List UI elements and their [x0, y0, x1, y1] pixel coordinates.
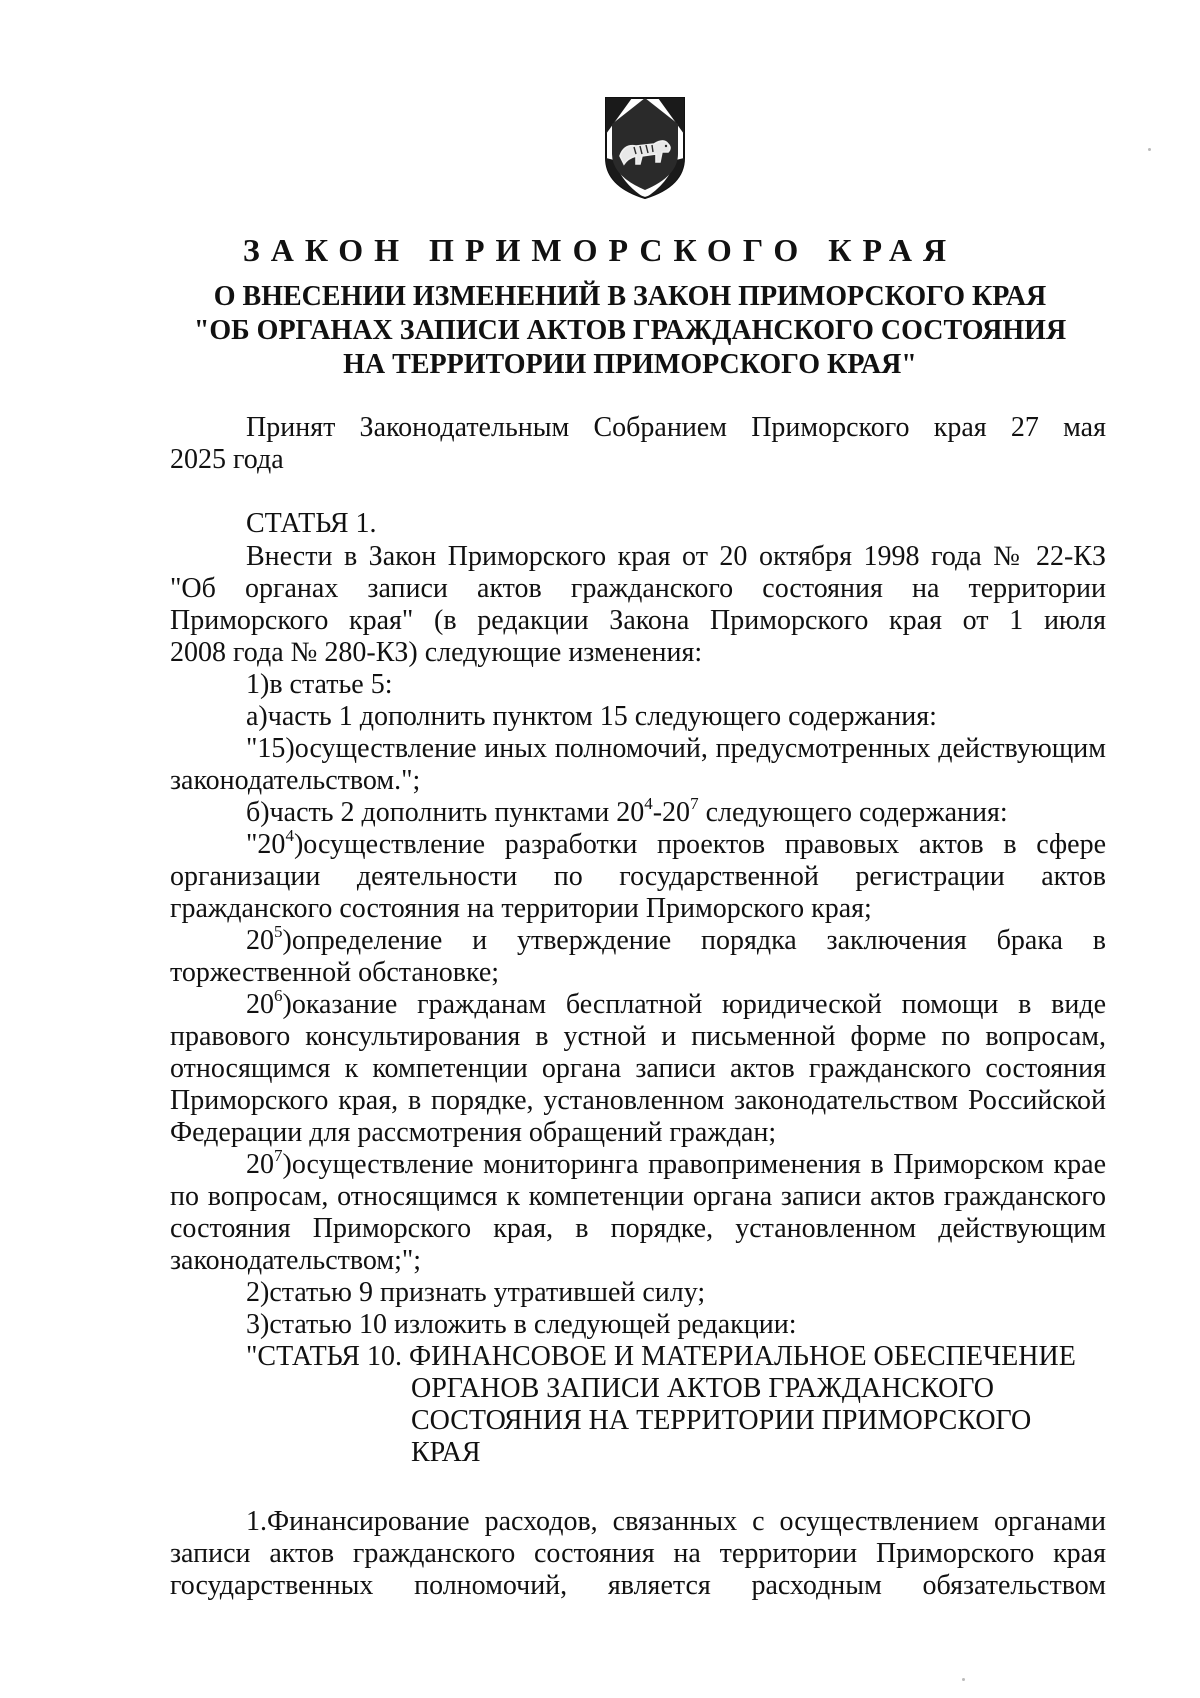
article-10-heading: [170, 1341, 1106, 1469]
subtitle-line: "ОБ ОРГАНАХ ЗАПИСИ АКТОВ ГРАЖДАНСКОГО СОСТОЯНИЯ: [193, 315, 1067, 346]
text-run: )осуществление разработки проектов правовых актов в сфере: [293, 829, 1106, 860]
point-number: 20: [246, 925, 274, 956]
article-10-paragraph-line: записи актов гражданского состояния на территории Приморского края: [170, 1538, 1106, 1569]
article-body: [170, 541, 1106, 1602]
point-20-6-line: относящимся к компетенции органа записи актов гражданского состояния: [170, 1053, 1106, 1084]
point-number: "20: [246, 829, 286, 860]
point-number: 20: [246, 1149, 274, 1180]
point-20-6-line: Федерации для рассмотрения обращений граждан;: [170, 1117, 777, 1148]
article-10-paragraph-line: государственных полномочий, является расходным обязательством: [170, 1570, 1106, 1601]
point-20-4-line: организации деятельности по государственной регистрации актов: [170, 861, 1106, 892]
text-run: б)часть 2 дополнить пунктами 20: [246, 797, 645, 828]
intro-line: "Об органах записи актов гражданского состояния на территории: [170, 573, 1106, 604]
adoption-line: 2025 года: [170, 444, 284, 475]
amendment-subitem: а)часть 1 дополнить пунктом 15 следующего содержания:: [246, 701, 937, 732]
point-number: 20: [246, 989, 274, 1020]
text-run: )определение и утверждение порядка заключения брака в: [282, 925, 1106, 956]
point-20-7-line: законодательством;";: [170, 1245, 422, 1276]
scan-speck: [962, 1678, 965, 1681]
subtitle-line: НА ТЕРРИТОРИИ ПРИМОРСКОГО КРАЯ": [343, 349, 917, 380]
amendment-subitem: [170, 793, 1106, 829]
text-run: -20: [652, 797, 691, 828]
point-15-line: "15)осуществление иных полномочий, предусмотренных действующим: [246, 733, 1106, 764]
superscript: 4: [644, 793, 653, 813]
superscript: 7: [274, 1145, 283, 1165]
article-10-paragraph-line: 1.Финансирование расходов, связанных с осуществлением органами: [246, 1506, 1106, 1537]
amendment-item: 2)статью 9 признать утратившей силу;: [246, 1277, 706, 1308]
law-title: ЗАКОН ПРИМОРСКОГО КРАЯ: [242, 232, 958, 268]
point-20-5-line: торжественной обстановке;: [170, 957, 500, 988]
point-20-4-line: гражданского состояния на территории Приморского края;: [170, 893, 872, 924]
superscript: 4: [285, 825, 294, 845]
superscript: 5: [274, 921, 283, 941]
point-20-7-line: по вопросам, относящимся к компетенции органа записи актов гражданского: [170, 1181, 1106, 1212]
amendment-item: 1)в статье 5:: [246, 669, 393, 700]
subtitle-line: О ВНЕСЕНИИ ИЗМЕНЕНИЙ В ЗАКОН ПРИМОРСКОГО КРАЯ: [213, 281, 1047, 312]
point-20-7-line: состояния Приморского края, в порядке, установленном действующим: [170, 1213, 1106, 1244]
point-20-6-line: Приморского края, в порядке, установленном законодательством Российской: [170, 1085, 1106, 1116]
law-subtitle: [150, 280, 1110, 382]
intro-line: Внести в Закон Приморского края от 20 октября 1998 года № 22-КЗ: [246, 541, 1106, 572]
article-10-heading-line: СОСТОЯНИЯ НА ТЕРРИТОРИИ ПРИМОРСКОГО: [411, 1405, 1032, 1436]
point-20-5-line: [170, 921, 1106, 957]
primorsky-krai-coat-of-arms-icon: [602, 94, 688, 202]
point-20-6-line: правового консультирования в устной и письменной форме по вопросам,: [170, 1021, 1106, 1052]
adoption-line: Принят Законодательным Собранием Приморского края 27 мая: [246, 412, 1106, 443]
text-run: )осуществление мониторинга правоприменения в Приморском крае: [282, 1149, 1106, 1180]
scan-speck: [1148, 148, 1151, 151]
intro-line: 2008 года № 280-КЗ) следующие изменения:: [170, 637, 703, 668]
amendment-item: 3)статью 10 изложить в следующей редакции:: [246, 1309, 797, 1340]
adoption-note: [170, 412, 1106, 476]
article-10-heading-line: ОРГАНОВ ЗАПИСИ АКТОВ ГРАЖДАНСКОГО: [411, 1373, 994, 1404]
article-10-heading-line: КРАЯ: [411, 1437, 481, 1468]
point-20-4-line: [170, 825, 1106, 861]
superscript: 6: [274, 985, 283, 1005]
superscript: 7: [690, 793, 699, 813]
spacer: [170, 1469, 1106, 1506]
point-20-7-line: [170, 1145, 1106, 1181]
text-run: )оказание гражданам бесплатной юридической помощи в виде: [282, 989, 1106, 1020]
text-run: следующего содержания:: [698, 797, 1008, 828]
point-20-6-line: [170, 985, 1106, 1021]
point-15-line: законодательством.";: [170, 765, 421, 796]
article-heading: СТАТЬЯ 1.: [246, 508, 377, 539]
article-10-heading-line: "СТАТЬЯ 10. ФИНАНСОВОЕ И МАТЕРИАЛЬНОЕ ОБЕСПЕЧЕНИЕ: [246, 1341, 1076, 1372]
intro-line: Приморского края" (в редакции Закона Приморского края от 1 июля: [170, 605, 1106, 636]
